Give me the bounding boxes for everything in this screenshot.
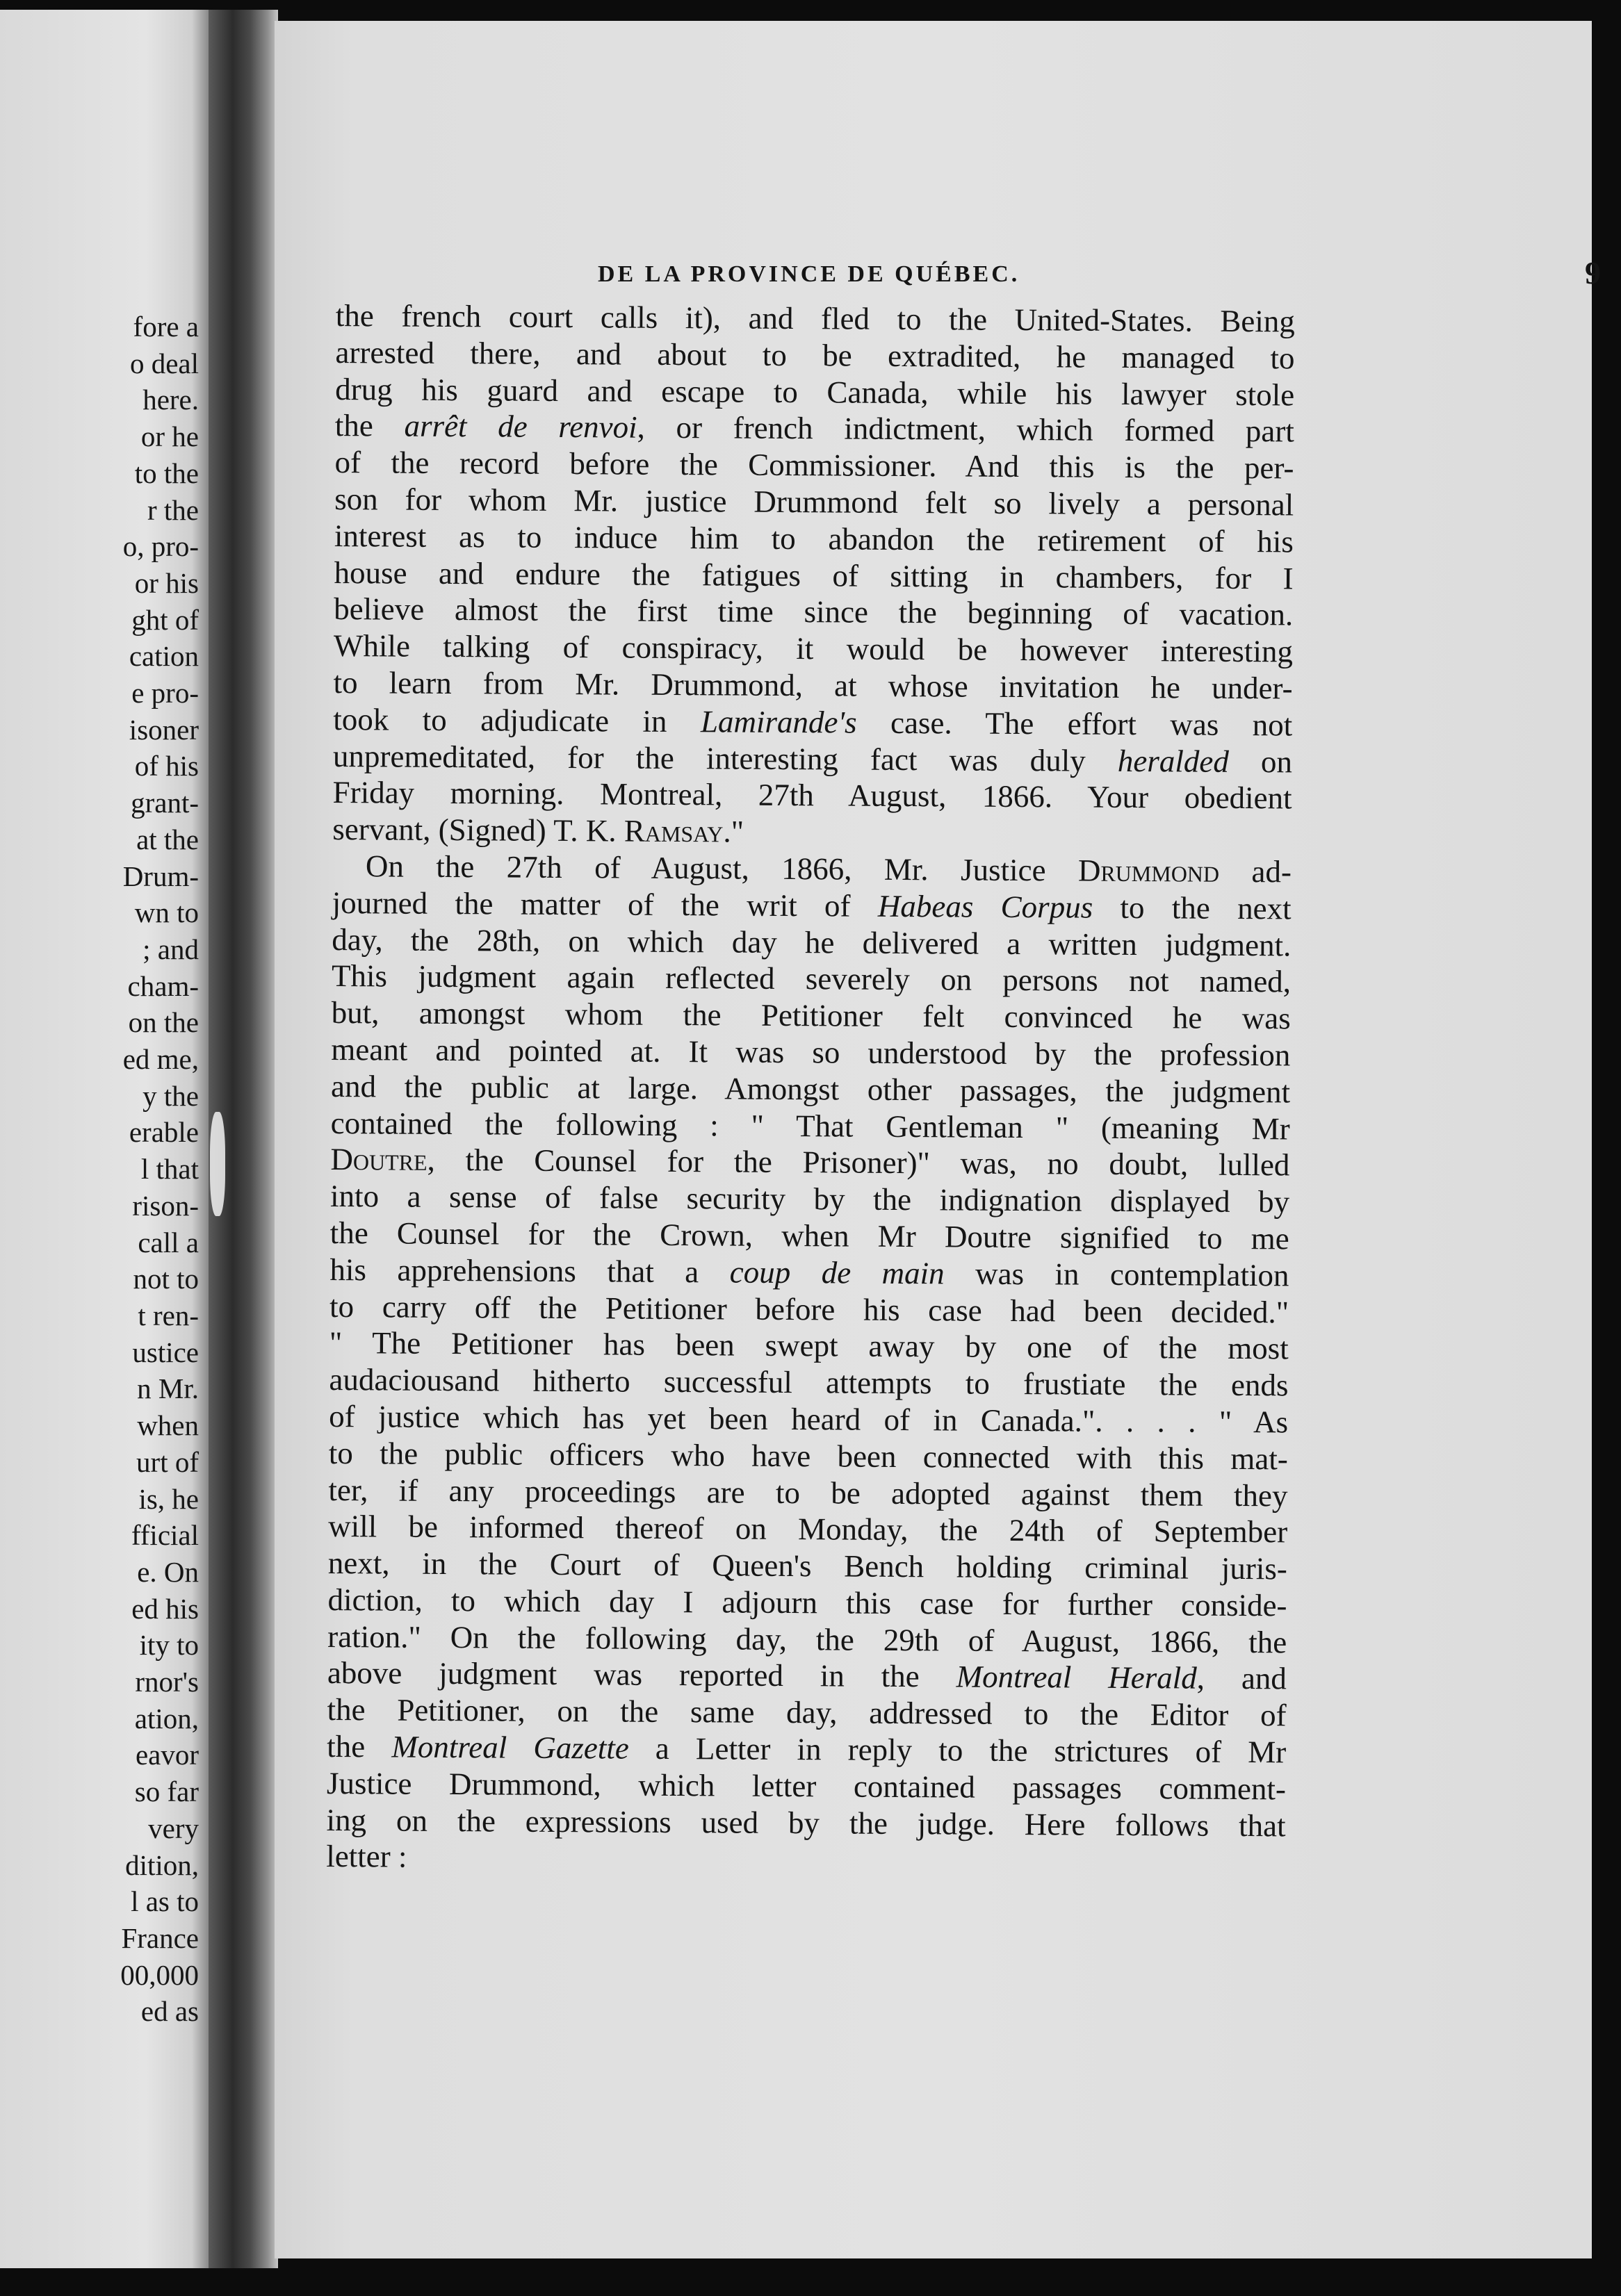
running-head (598, 242, 1601, 290)
text-run: interest as to induce him to abandon the retirement of his (334, 518, 1294, 559)
left-line: wn to (134, 896, 199, 929)
italic-phrase: arrêt de renvoi (404, 408, 637, 445)
left-line: urt of (136, 1445, 199, 1478)
text-line (333, 664, 1292, 707)
text-line (328, 1508, 1287, 1550)
text-run: the (334, 408, 405, 443)
text-run: diction, to which day I adjourn this case for further conside- (327, 1582, 1287, 1623)
running-title: DE LA PROVINCE DE QUÉBEC. (598, 261, 1020, 287)
text-run: contained the following : " That Gentleman " (meaning Mr (330, 1105, 1290, 1146)
left-line: fore a (133, 311, 199, 343)
text-line (330, 1215, 1289, 1257)
text-line (327, 1728, 1286, 1771)
text-line (329, 1361, 1288, 1404)
body-text (326, 297, 1295, 1881)
text-run: to the public officers who have been connected with this mat- (328, 1435, 1288, 1477)
text-run: This judgment again reflected severely on persons not named, (331, 958, 1292, 999)
text-run: day, the 28th, on which day he delivered a written judgment. (332, 921, 1292, 962)
left-line: e. On (137, 1555, 199, 1588)
text-run: next, in the Court of Queen's Bench holding criminal juris- (327, 1545, 1288, 1586)
left-line: on the (128, 1006, 199, 1039)
left-line: to the (134, 457, 199, 489)
italic-phrase: Montreal Herald (956, 1659, 1197, 1696)
left-line: cation (129, 640, 199, 673)
left-line: ed me, (122, 1043, 199, 1076)
left-line: ght of (131, 603, 199, 636)
text-run: the Petitioner, on the same day, addressed to the Editor of (327, 1692, 1287, 1733)
left-line: e pro- (131, 677, 199, 710)
text-line (332, 921, 1291, 964)
left-line: r the (147, 493, 199, 526)
left-line: is, he (138, 1482, 199, 1515)
text-line (330, 1141, 1289, 1183)
text-run: of the record before the Commissioner. And this is the per- (334, 445, 1294, 486)
text-run: a Letter in reply to the strictures of Mr (628, 1730, 1287, 1770)
text-run: on (1228, 744, 1293, 779)
text-run: son for whom Mr. justice Drummond felt so lively a personal (334, 481, 1294, 523)
text-run: servant, (Signed) T. K. (332, 812, 624, 848)
text-run: but, amongst whom the Petitioner felt convinced he was (331, 995, 1291, 1036)
text-line (332, 994, 1291, 1037)
text-line (327, 1691, 1286, 1734)
text-line (329, 1398, 1288, 1441)
text-line (335, 407, 1294, 450)
left-line: l as to (131, 1885, 199, 1918)
text-line (333, 701, 1292, 744)
text-line (328, 1545, 1287, 1587)
text-line (329, 1288, 1289, 1330)
text-run: his apprehensions that a (329, 1252, 730, 1290)
left-line: ed as (140, 1995, 199, 2028)
text-line (334, 628, 1293, 670)
text-line (330, 1178, 1289, 1220)
left-line: fficial (131, 1519, 199, 1552)
text-run: journed the matter of the writ of (332, 885, 878, 924)
text-run: the (327, 1729, 392, 1764)
text-run: While talking of conspiracy, it would be however interesting (333, 628, 1294, 669)
text-line (336, 297, 1295, 340)
small-caps-name: Ramsay (624, 813, 724, 849)
text-run: On the 27th of August, 1866, Mr. Justice (365, 848, 1079, 888)
text-run: house and endure the fatigues of sitting in chambers, for I (334, 555, 1294, 596)
italic-phrase: coup de main (729, 1254, 945, 1291)
text-line (327, 1618, 1287, 1661)
left-line: Drum- (122, 860, 199, 892)
text-line (332, 774, 1292, 817)
text-line (333, 738, 1292, 780)
text-run: unpremeditated, for the interesting fact was duly (332, 738, 1118, 778)
text-line (334, 518, 1294, 560)
text-line (331, 1105, 1290, 1147)
left-line: here. (142, 384, 199, 416)
left-line: eavor (135, 1739, 199, 1771)
left-line: ity to (139, 1629, 199, 1662)
left-line: ed his (131, 1592, 199, 1625)
text-line (332, 848, 1292, 890)
text-run: ." (723, 814, 744, 849)
text-line (334, 444, 1294, 486)
paper-tear-mark (210, 1112, 225, 1216)
text-line (329, 1325, 1289, 1367)
left-line: France (121, 1921, 199, 1954)
left-line: ustice (132, 1336, 199, 1368)
text-run: meant and pointed at. It was so understood by the profession (331, 1031, 1291, 1073)
left-line: or his (134, 566, 199, 599)
italic-phrase: Montreal Gazette (391, 1729, 629, 1766)
text-line (327, 1765, 1286, 1807)
text-line (331, 1068, 1290, 1110)
left-line: grant- (131, 787, 199, 819)
left-line: y the (142, 1079, 199, 1112)
left-line: dition, (125, 1848, 199, 1881)
left-line: very (148, 1812, 199, 1844)
text-run: and the public at large. Amongst other passages, the judgment (330, 1068, 1291, 1110)
text-run: of justice which has yet been heard of in Canada.". . . . " As (329, 1398, 1289, 1440)
left-line: erable (129, 1116, 199, 1149)
text-run: ter, if any proceedings are to be adopted against them they (328, 1472, 1288, 1513)
text-run: into a sense of false security by the indignation displayed by (329, 1179, 1290, 1220)
text-run: case. The effort was not (856, 705, 1293, 743)
left-line: t ren- (138, 1299, 199, 1331)
text-line (329, 1252, 1289, 1294)
left-line: o, pro- (122, 530, 199, 563)
text-run: ing on the expressions used by the judge. Here follows that (326, 1802, 1286, 1844)
text-run: Friday morning. Montreal, 27th August, 1866. Your obedient (332, 775, 1292, 816)
text-run: the french court calls it), and fled to the United-States. Being (335, 297, 1295, 339)
text-run: took to adjudicate in (333, 701, 701, 739)
text-line (334, 481, 1294, 523)
italic-phrase: Habeas Corpus (877, 888, 1093, 925)
text-line (327, 1582, 1287, 1624)
left-line: ation, (134, 1702, 199, 1735)
text-run: drug his guard and escape to Canada, while his lawyer stole (335, 371, 1295, 413)
text-run: the Counsel for the Crown, when Mr Doutre signified to me (329, 1215, 1289, 1256)
text-run: , or french indictment, which formed part (637, 410, 1295, 449)
page-number: 9 (1585, 255, 1601, 290)
left-line: rnor's (135, 1666, 199, 1698)
text-run: ration." On the following day, the 29th of August, 1866, the (327, 1618, 1287, 1660)
text-line (332, 958, 1291, 1000)
text-line (332, 885, 1292, 927)
text-run: above judgment was reported in the (327, 1655, 956, 1694)
italic-phrase: Lamirande's (700, 703, 857, 740)
left-line: of his (134, 750, 199, 782)
left-line: at the (136, 823, 199, 855)
left-line: l that (140, 1153, 199, 1186)
text-line (335, 371, 1294, 413)
text-run: Justice Drummond, which letter contained passages comment- (326, 1765, 1287, 1807)
text-line (326, 1802, 1285, 1844)
left-line: 00,000 (120, 1958, 199, 1991)
text-run: will be informed thereof on Monday, the 24th of September (328, 1509, 1288, 1550)
text-line (332, 811, 1292, 853)
left-line: ; and (142, 933, 199, 965)
text-run: believe almost the first time since the beginning of vacation. (334, 591, 1294, 632)
left-line: or he (140, 420, 199, 453)
left-facing-page (0, 10, 209, 2268)
text-line (329, 1435, 1288, 1477)
text-line (327, 1655, 1287, 1697)
left-line: isoner (129, 713, 199, 746)
left-line: n Mr. (137, 1372, 199, 1405)
left-page-text-fragments (120, 309, 199, 2030)
small-caps-name: Drummond (1077, 853, 1220, 889)
italic-phrase: heralded (1117, 743, 1229, 779)
text-run: to carry off the Petitioner before his case had been decided." (329, 1288, 1289, 1329)
left-line: call a (138, 1226, 199, 1258)
text-line (326, 1838, 1285, 1880)
text-run: audaciousand hitherto successful attempts to frustiate the ends (329, 1362, 1289, 1403)
text-run: was in contemplation (944, 1256, 1289, 1293)
left-line: when (137, 1409, 199, 1442)
text-run: to learn from Mr. Drummond, at whose invitation he under- (333, 664, 1293, 706)
text-run: to the next (1093, 889, 1292, 926)
text-line (334, 555, 1293, 597)
text-run: letter : (326, 1839, 407, 1875)
small-caps-name: Doutre (330, 1142, 427, 1178)
left-line: cham- (127, 969, 199, 1002)
text-line (331, 1031, 1290, 1074)
left-line: so far (134, 1776, 199, 1808)
text-run: " The Petitioner has been swept away by one of the most (329, 1325, 1289, 1366)
text-line (335, 334, 1294, 377)
text-line (328, 1471, 1287, 1514)
left-line: o deal (129, 347, 199, 379)
left-line: rison- (132, 1189, 199, 1222)
text-run: arrested there, and about to be extradited, he managed to (335, 334, 1295, 376)
text-run: , and (1196, 1661, 1287, 1696)
right-page (275, 21, 1601, 2258)
text-line (334, 591, 1293, 633)
text-run: ad- (1219, 853, 1292, 889)
text-run: , the Counsel for the Prisoner)" was, no doubt, lulled (427, 1142, 1290, 1183)
left-line: not to (133, 1263, 199, 1295)
